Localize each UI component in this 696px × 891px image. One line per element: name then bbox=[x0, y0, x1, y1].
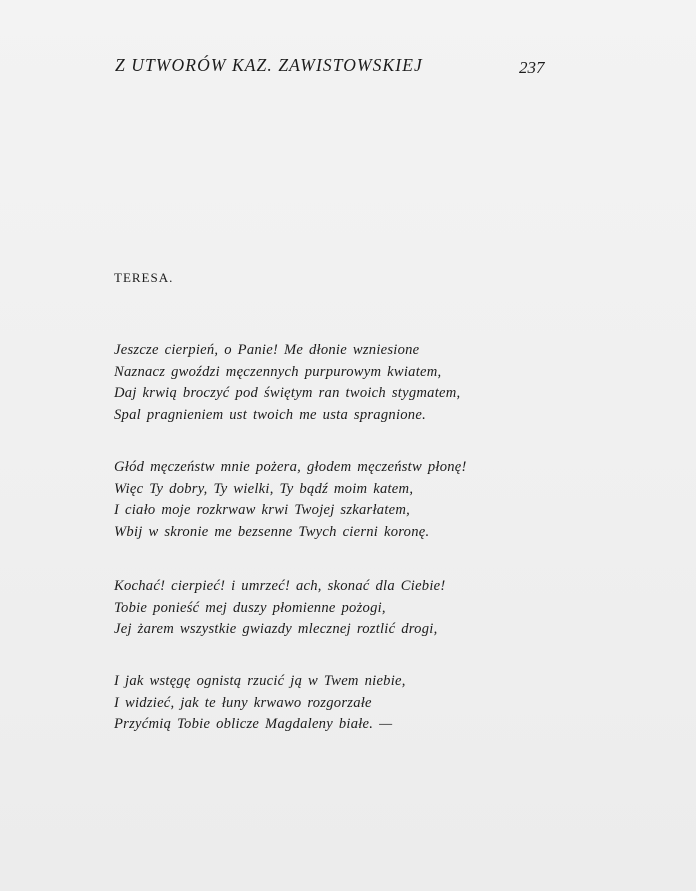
verse-line: I widzieć, jak te łuny krwawo rozgorzałe bbox=[114, 694, 372, 711]
verse-line: I jak wstęgę ognistą rzucić ją w Twem niebie, bbox=[114, 673, 406, 689]
stanza-2 bbox=[114, 457, 554, 543]
verse-line: Więc Ty dobry, Ty wielki, Ty bądź moim katem, bbox=[114, 480, 414, 497]
page-number: 237 bbox=[519, 58, 545, 77]
verse-line: Tobie ponieść mej duszy płomienne pożogi, bbox=[114, 599, 386, 616]
verse-line: Spal pragnieniem ust twoich me usta spragnione. bbox=[114, 406, 426, 423]
verse-line: Daj krwią broczyć pod świętym ran twoich stygmatem, bbox=[114, 385, 461, 402]
verse-line: Wbij w skronie me bezsenne Twych cierni koronę. bbox=[114, 523, 430, 540]
verse-line: Kochać! cierpieć! i umrzeć! ach, skonać dla Ciebie! bbox=[114, 578, 446, 594]
verse-line: Jeszcze cierpień, o Panie! Me dłonie wzniesione bbox=[114, 342, 420, 358]
stanza-4 bbox=[114, 671, 554, 736]
poem-title: TERESA. bbox=[114, 270, 174, 285]
verse-line: Jej żarem wszystkie gwiazdy mlecznej roztlić drogi, bbox=[114, 621, 438, 638]
verse-line: Przyćmią Tobie oblicze Magdaleny białe. — bbox=[114, 716, 393, 733]
verse-line: I ciało moje rozkrwaw krwi Twojej szkarłatem, bbox=[114, 502, 411, 519]
stanza-1 bbox=[114, 340, 554, 426]
stanza-3 bbox=[114, 576, 554, 641]
verse-line: Głód męczeństw mnie pożera, głodem męczeństw płonę! bbox=[114, 459, 467, 475]
running-head: Z UTWORÓW KAZ. ZAWISTOWSKIEJ bbox=[115, 55, 423, 75]
verse-line: Naznacz gwoździ męczennych purpurowym kwiatem, bbox=[114, 363, 442, 380]
